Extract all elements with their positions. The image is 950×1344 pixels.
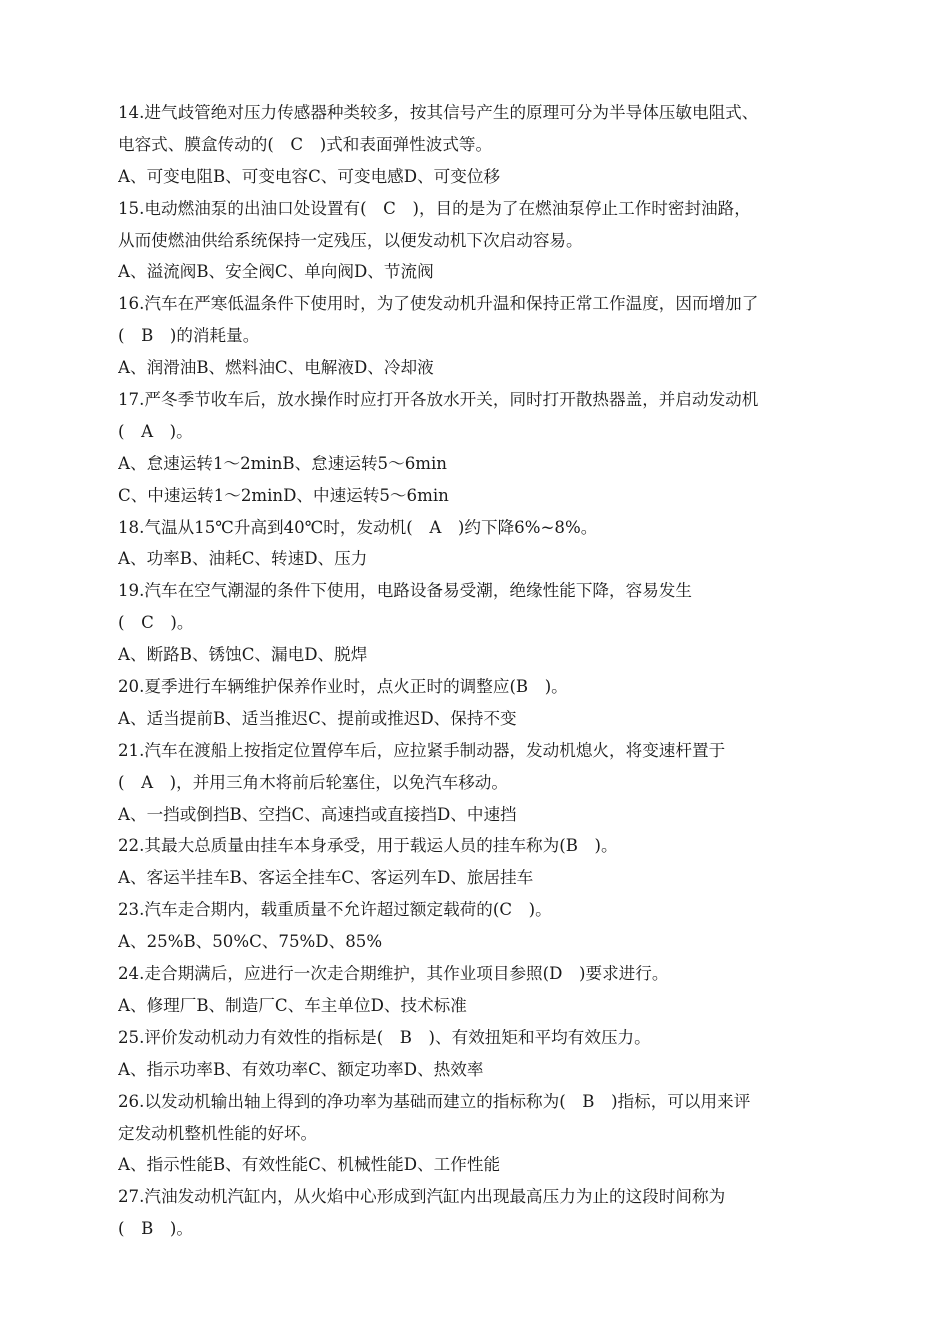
question-15-options: A、溢流阀B、安全阀C、单向阀D、节流阀 [118,262,434,282]
question-17-options-1: A、怠速运转1～2minB、怠速运转5～6min [118,453,447,473]
question-21-line-1: 21.汽车在渡船上按指定位置停车后，应拉紧手制动器，发动机熄火，将变速杆置于 [118,740,726,760]
question-16-options: A、润滑油B、燃料油C、电解液D、冷却液 [118,358,434,378]
question-14-options: A、可变电阻B、可变电容C、可变电感D、可变位移 [118,166,501,186]
question-16-line-1: 16.汽车在严寒低温条件下使用时，为了使发动机升温和保持正常工作温度，因而增加了 [118,294,759,314]
question-24-options: A、修理厂B、制造厂C、车主单位D、技术标准 [118,995,467,1015]
question-19-options: A、断路B、锈蚀C、漏电D、脱焊 [118,645,368,665]
question-14-line-2: 电容式、膜盒传动的( C )式和表面弹性波式等。 [118,134,493,154]
question-20-line-1: 20.夏季进行车辆维护保养作业时，点火正时的调整应(B )。 [118,677,568,697]
question-27-line-1: 27.汽油发动机汽缸内，从火焰中心形成到汽缸内出现最高压力为止的这段时间称为 [118,1187,726,1207]
question-22-line-1: 22.其最大总质量由挂车本身承受，用于载运人员的挂车称为(B )。 [118,836,618,856]
question-24-line-1: 24.走合期满后，应进行一次走合期维护，其作业项目参照(D )要求进行。 [118,964,669,984]
question-16-line-2: ( B )的消耗量。 [118,326,260,346]
question-17-line-1: 17.严冬季节收车后，放水操作时应打开各放水开关，同时打开散热器盖，并启动发动机 [118,390,759,410]
question-26-line-1: 26.以发动机输出轴上得到的净功率为基础而建立的指标称为( B )指标，可以用来评 [118,1091,751,1111]
question-19-line-1: 19.汽车在空气潮湿的条件下使用，电路设备易受潮，绝缘性能下降，容易发生 [118,581,692,601]
question-22-options: A、客运半挂车B、客运全挂车C、客运列车D、旅居挂车 [118,868,534,888]
question-19-line-2: ( C )。 [118,613,194,633]
question-26-line-2: 定发动机整机性能的好坏。 [118,1123,318,1143]
question-17-line-2: ( A )。 [118,421,193,441]
question-20-options: A、适当提前B、适当推迟C、提前或推迟D、保持不变 [118,708,517,728]
question-25-options: A、指示功率B、有效功率C、额定功率D、热效率 [118,1059,484,1079]
question-26-options: A、指示性能B、有效性能C、机械性能D、工作性能 [118,1155,501,1175]
question-23-options: A、25%B、50%C、75%D、85% [118,932,383,952]
question-25-line-1: 25.评价发动机动力有效性的指标是( B )、有效扭矩和平均有效压力。 [118,1027,651,1047]
document-page [118,97,868,1245]
question-15-line-2: 从而使燃油供给系统保持一定残压，以便发动机下次启动容易。 [118,230,583,250]
question-14-line-1: 14.进气歧管绝对压力传感器种类较多，按其信号产生的原理可分为半导体压敏电阻式、 [118,103,759,122]
question-15-line-1: 15.电动燃油泵的出油口处设置有( C )，目的是为了在燃油泵停止工作时密封油路， [118,198,751,218]
question-18-line-1: 18.气温从15℃升高到40℃时，发动机( A )约下降6%~8%。 [118,517,598,537]
question-21-options: A、一挡或倒挡B、空挡C、高速挡或直接挡D、中速挡 [118,804,517,824]
question-17-options-2: C、中速运转1～2minD、中速运转5～6min [118,485,449,505]
question-18-options: A、功率B、油耗C、转速D、压力 [118,549,368,569]
question-23-line-1: 23.汽车走合期内，载重质量不允许超过额定载荷的(C )。 [118,900,552,920]
question-21-line-2: ( A )，并用三角木将前后轮塞住，以免汽车移动。 [118,772,508,792]
question-27-line-2: ( B )。 [118,1219,193,1239]
